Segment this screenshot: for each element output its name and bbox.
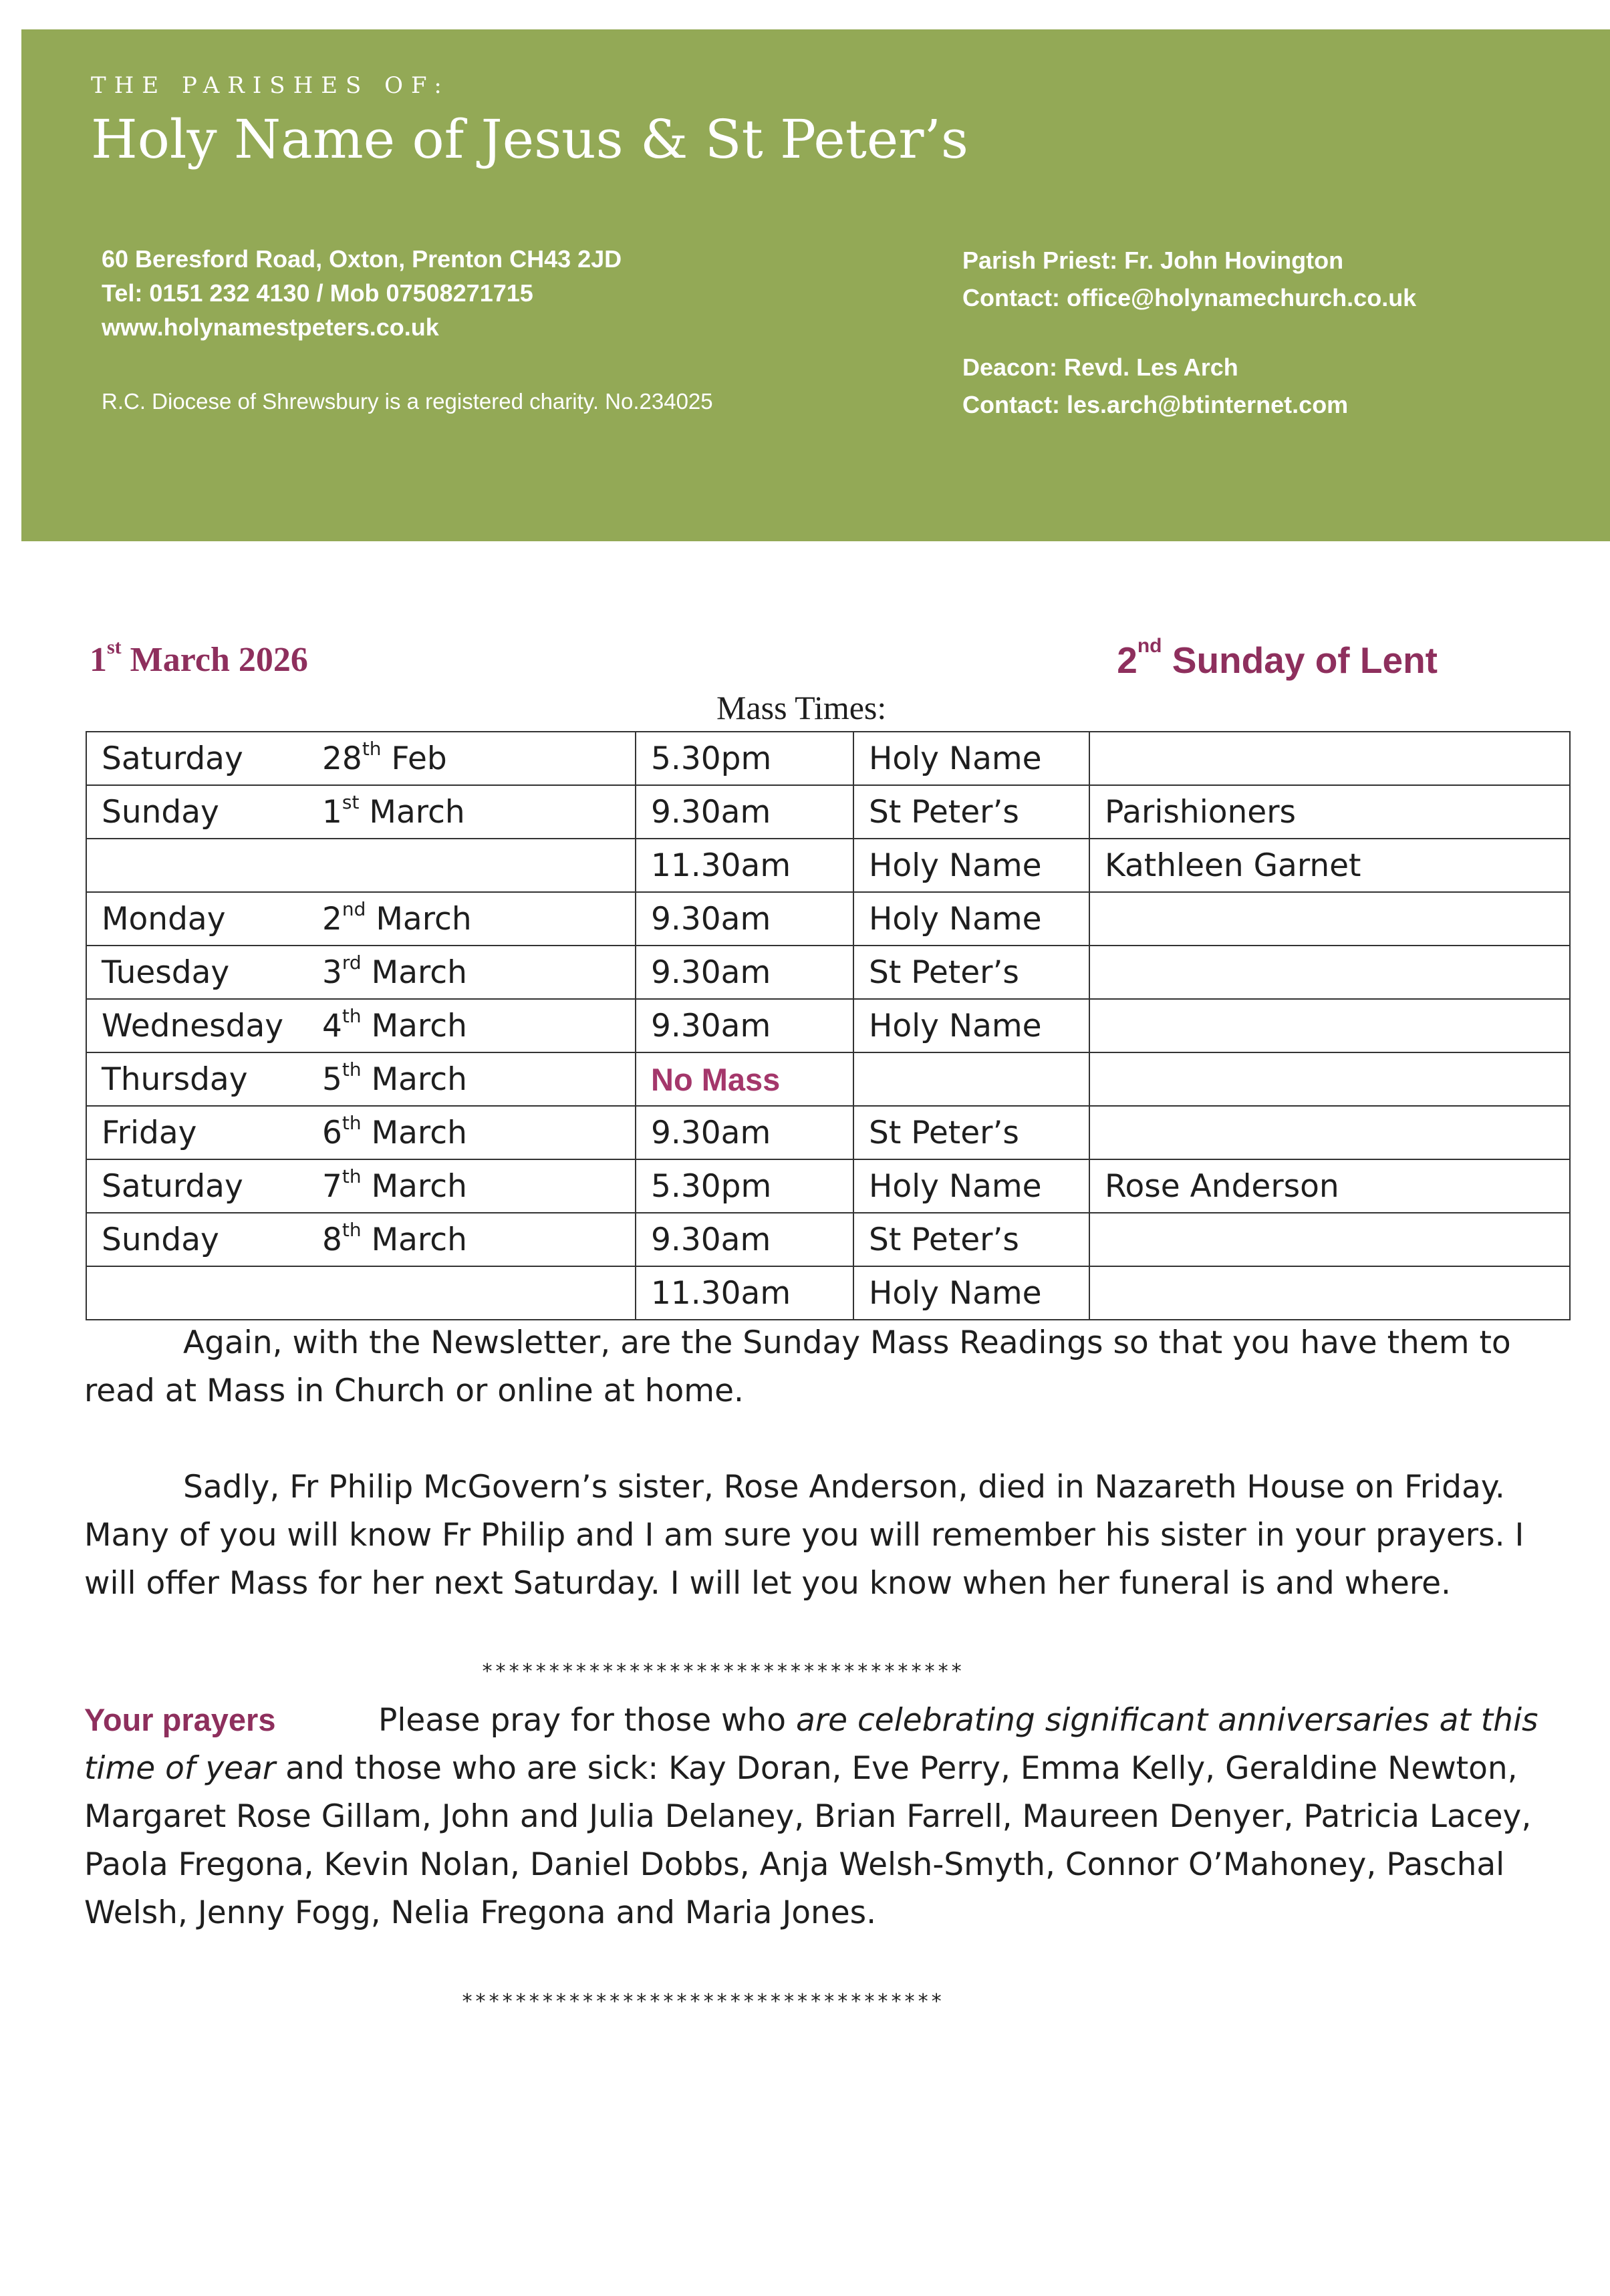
mass-intention-cell bbox=[1089, 946, 1570, 999]
mass-day-date-cell: Friday 6th March bbox=[86, 1106, 636, 1159]
mass-church-cell: Holy Name bbox=[853, 999, 1089, 1052]
mass-time-cell: 9.30am bbox=[636, 785, 853, 839]
mass-church-cell: Holy Name bbox=[853, 839, 1089, 892]
mass-row bbox=[86, 1266, 1570, 1320]
mass-day-date-cell bbox=[86, 1266, 636, 1320]
charity-notice: R.C. Diocese of Shrewsbury is a registered charity. No.234025 bbox=[102, 389, 713, 414]
mass-day-date-cell: Thursday 5th March bbox=[86, 1052, 636, 1106]
mass-church-cell: Holy Name bbox=[853, 1266, 1089, 1320]
deacon-contact-email[interactable]: Contact: les.arch@btinternet.com bbox=[962, 391, 1349, 418]
mass-row bbox=[86, 732, 1570, 785]
mass-row bbox=[86, 1106, 1570, 1159]
parish-phone: Tel: 0151 232 4130 / Mob 07508271715 bbox=[102, 279, 533, 307]
parish-website-link[interactable]: www.holynamestpeters.co.uk bbox=[102, 313, 439, 341]
parish-address-block bbox=[102, 242, 622, 344]
mass-row bbox=[86, 1213, 1570, 1266]
mass-day-date-cell bbox=[86, 839, 636, 892]
mass-day-date-cell: Sunday 8th March bbox=[86, 1213, 636, 1266]
rose-anderson-paragraph: Sadly, Fr Philip McGovern’s sister, Rose Anderson, died in Nazareth House on Friday. Many of you will know Fr Philip and I am sure you will remember his sister in your prayers. I will offer Mass for her next Saturday. I will let you know when her funeral is and where. bbox=[84, 1469, 1524, 1602]
mass-time-cell: 9.30am bbox=[636, 892, 853, 946]
mass-row bbox=[86, 1052, 1570, 1106]
parish-address: 60 Beresford Road, Oxton, Prenton CH43 2JD bbox=[102, 245, 622, 273]
mass-church-cell: St Peter’s bbox=[853, 946, 1089, 999]
mass-time-cell: 9.30am bbox=[636, 1213, 853, 1266]
parishes-eyebrow: THE PARISHES OF: bbox=[91, 72, 450, 99]
newsletter-date: 1st March 2026 bbox=[90, 636, 308, 679]
mass-intention-cell bbox=[1089, 892, 1570, 946]
mass-intention-cell bbox=[1089, 999, 1570, 1052]
mass-church-cell: St Peter’s bbox=[853, 785, 1089, 839]
mass-time-cell: 9.30am bbox=[636, 999, 853, 1052]
mass-row bbox=[86, 892, 1570, 946]
mass-day-date-cell: Saturday 28th Feb bbox=[86, 732, 636, 785]
mass-intention-cell: Rose Anderson bbox=[1089, 1159, 1570, 1213]
prayers-label: Your prayers bbox=[84, 1702, 276, 1737]
mass-intention-cell bbox=[1089, 732, 1570, 785]
mass-day-date-cell: Sunday 1st March bbox=[86, 785, 636, 839]
mass-row bbox=[86, 946, 1570, 999]
mass-row bbox=[86, 999, 1570, 1052]
mass-church-cell: Holy Name bbox=[853, 1159, 1089, 1213]
mass-church-cell: St Peter’s bbox=[853, 1213, 1089, 1266]
mass-time-cell: No Mass bbox=[636, 1052, 853, 1106]
mass-time-cell: 11.30am bbox=[636, 1266, 853, 1320]
parish-priest: Parish Priest: Fr. John Hovington bbox=[962, 247, 1344, 274]
mass-church-cell: Holy Name bbox=[853, 732, 1089, 785]
mass-time-cell: 5.30pm bbox=[636, 1159, 853, 1213]
mass-times-caption: Mass Times: bbox=[716, 689, 887, 726]
prayers-paragraph: Your prayers Please pray for those who are celebrating significant anniversaries at this time of year and those who are sick: Kay Doran, Eve Perry, Emma Kelly, Geraldine Newton, Margaret Rose Gillam, John and Julia Delaney, Brian Farrell, Maureen Denyer, Patricia Lacey, Paola Fregona, Kevin Nolan, Daniel Dobbs, Anja Welsh-Smyth, Connor O’Mahoney, Paschal Welsh, Jenny Fogg, Nelia Fregona and Maria Jones. bbox=[84, 1696, 1541, 1937]
mass-row bbox=[86, 839, 1570, 892]
mass-day-date-cell: Saturday 7th March bbox=[86, 1159, 636, 1213]
mass-row bbox=[86, 785, 1570, 839]
parish-title: Holy Name of Jesus & St Peter’s bbox=[91, 108, 968, 170]
mass-row bbox=[86, 1159, 1570, 1213]
deacon: Deacon: Revd. Les Arch bbox=[962, 353, 1238, 381]
mass-church-cell: St Peter’s bbox=[853, 1106, 1089, 1159]
mass-day-date-cell: Monday 2nd March bbox=[86, 892, 636, 946]
priest-contact-email[interactable]: Contact: office@holynamechurch.co.uk bbox=[962, 284, 1417, 311]
separator-stars-bottom: ************************************ bbox=[461, 1990, 944, 2013]
mass-day-date-cell: Wednesday 4th March bbox=[86, 999, 636, 1052]
mass-church-cell: Holy Name bbox=[853, 892, 1089, 946]
mass-intention-cell: Kathleen Garnet bbox=[1089, 839, 1570, 892]
mass-intention-cell bbox=[1089, 1052, 1570, 1106]
mass-intention-cell bbox=[1089, 1213, 1570, 1266]
mass-church-cell bbox=[853, 1052, 1089, 1106]
mass-time-cell: 11.30am bbox=[636, 839, 853, 892]
separator-stars: ************************************ bbox=[481, 1660, 964, 1683]
mass-time-cell: 5.30pm bbox=[636, 732, 853, 785]
mass-time-cell: 9.30am bbox=[636, 1106, 853, 1159]
liturgical-sunday: 2nd Sunday of Lent bbox=[1117, 635, 1438, 681]
mass-times-table bbox=[86, 731, 1571, 1320]
mass-intention-cell bbox=[1089, 1266, 1570, 1320]
mass-day-date-cell: Tuesday 3rd March bbox=[86, 946, 636, 999]
readings-paragraph: Again, with the Newsletter, are the Sunday Mass Readings so that you have them to read at Mass in Church or online at home. bbox=[84, 1324, 1511, 1409]
parish-header-banner bbox=[21, 29, 1610, 541]
mass-time-cell: 9.30am bbox=[636, 946, 853, 999]
mass-intention-cell bbox=[1089, 1106, 1570, 1159]
mass-intention-cell: Parishioners bbox=[1089, 785, 1570, 839]
clergy-contacts bbox=[962, 242, 1416, 424]
